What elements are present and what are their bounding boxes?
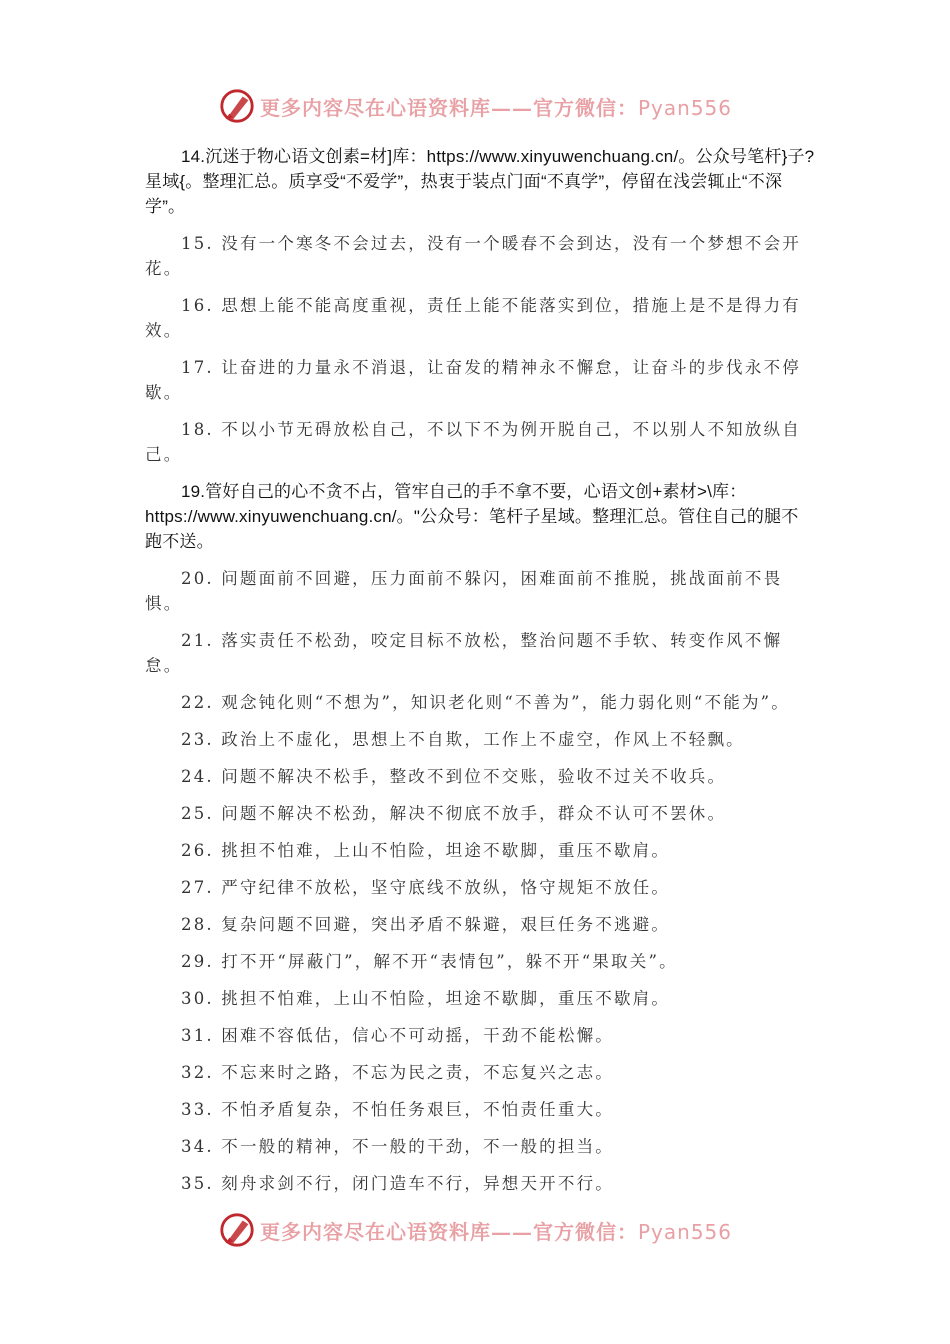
list-item: 33. 不怕矛盾复杂，不怕任务艰巨，不怕责任重大。 xyxy=(181,1100,614,1119)
document-body xyxy=(145,144,815,1208)
header-banner xyxy=(0,84,950,128)
wechat-id: Pyan556 xyxy=(637,95,732,120)
list-item: 20. 问题面前不回避，压力面前不躲闪，困难面前不推脱，挑战面前不畏惧。 xyxy=(145,569,783,613)
list-item: 17. 让奋进的力量永不消退，让奋发的精神永不懈怠，让奋斗的步伐永不停歇。 xyxy=(145,358,801,402)
list-item: 24. 问题不解决不松手，整改不到位不交账，验收不过关不收兵。 xyxy=(181,767,727,786)
list-item: 14.沉迷于物心语文创素=材]库：https://www.xinyuwenchuang.cn/。公众号笔杆}子?星域{。整理汇总。质享受“不爱学”，热衷于装点门面“不真学”，停留在浅尝辄止“不深学”。 xyxy=(145,147,815,216)
list-item: 22. 观念钝化则“不想为”，知识老化则“不善为”，能力弱化则“不能为”。 xyxy=(181,693,790,712)
list-item: 35. 刻舟求剑不行，闭门造车不行，异想天开不行。 xyxy=(181,1174,614,1193)
list-item: 32. 不忘来时之路，不忘为民之责，不忘复兴之志。 xyxy=(181,1063,614,1082)
list-item: 29. 打不开“屏蔽门”，解不开“表情包”，躲不开“果取关”。 xyxy=(181,952,678,971)
list-item: 26. 挑担不怕难，上山不怕险，坦途不歇脚，重压不歇肩。 xyxy=(181,841,671,860)
list-item: 16. 思想上能不能高度重视，责任上能不能落实到位，措施上是不是得力有效。 xyxy=(145,296,801,340)
banner-text: 更多内容尽在心语资料库——官方微信：Pyan556 xyxy=(259,1219,732,1244)
list-item: 15. 没有一个寒冬不会过去，没有一个暖春不会到达，没有一个梦想不会开花。 xyxy=(145,234,801,278)
list-item: 21. 落实责任不松劲，咬定目标不放松，整治问题不手软、转变作风不懈怠。 xyxy=(145,631,783,675)
list-item: 27. 严守纪律不放松，坚守底线不放纵，恪守规矩不放任。 xyxy=(181,878,671,897)
pen-nib-logo-icon xyxy=(218,1211,256,1249)
list-item: 34. 不一般的精神，不一般的干劲，不一般的担当。 xyxy=(181,1137,614,1156)
footer-banner xyxy=(0,1208,950,1252)
list-item: 30. 挑担不怕难，上山不怕险，坦途不歇脚，重压不歇肩。 xyxy=(181,989,671,1008)
banner-text: 更多内容尽在心语资料库——官方微信：Pyan556 xyxy=(259,95,732,120)
list-item: 28. 复杂问题不回避，突出矛盾不躲避，艰巨任务不逃避。 xyxy=(181,915,671,934)
list-item: 18. 不以小节无碍放松自己，不以下不为例开脱自己，不以别人不知放纵自己。 xyxy=(145,420,801,464)
list-item: 25. 问题不解决不松劲，解决不彻底不放手，群众不认可不罢休。 xyxy=(181,804,727,823)
list-item: 23. 政治上不虚化，思想上不自欺，工作上不虚空，作风上不轻飘。 xyxy=(181,730,745,749)
wechat-id: Pyan556 xyxy=(637,1219,732,1244)
pen-nib-logo-icon xyxy=(218,87,256,125)
list-item: 31. 困难不容低估，信心不可动摇，干劲不能松懈。 xyxy=(181,1026,614,1045)
list-item: 19.管好自己的心不贪不占，管牢自己的手不拿不要，心语文创+素材>\库：https://www.xinyuwenchuang.cn/。"公众号：笔杆子星域。整理汇总。管住自己的腿不跑不送。 xyxy=(145,482,799,551)
